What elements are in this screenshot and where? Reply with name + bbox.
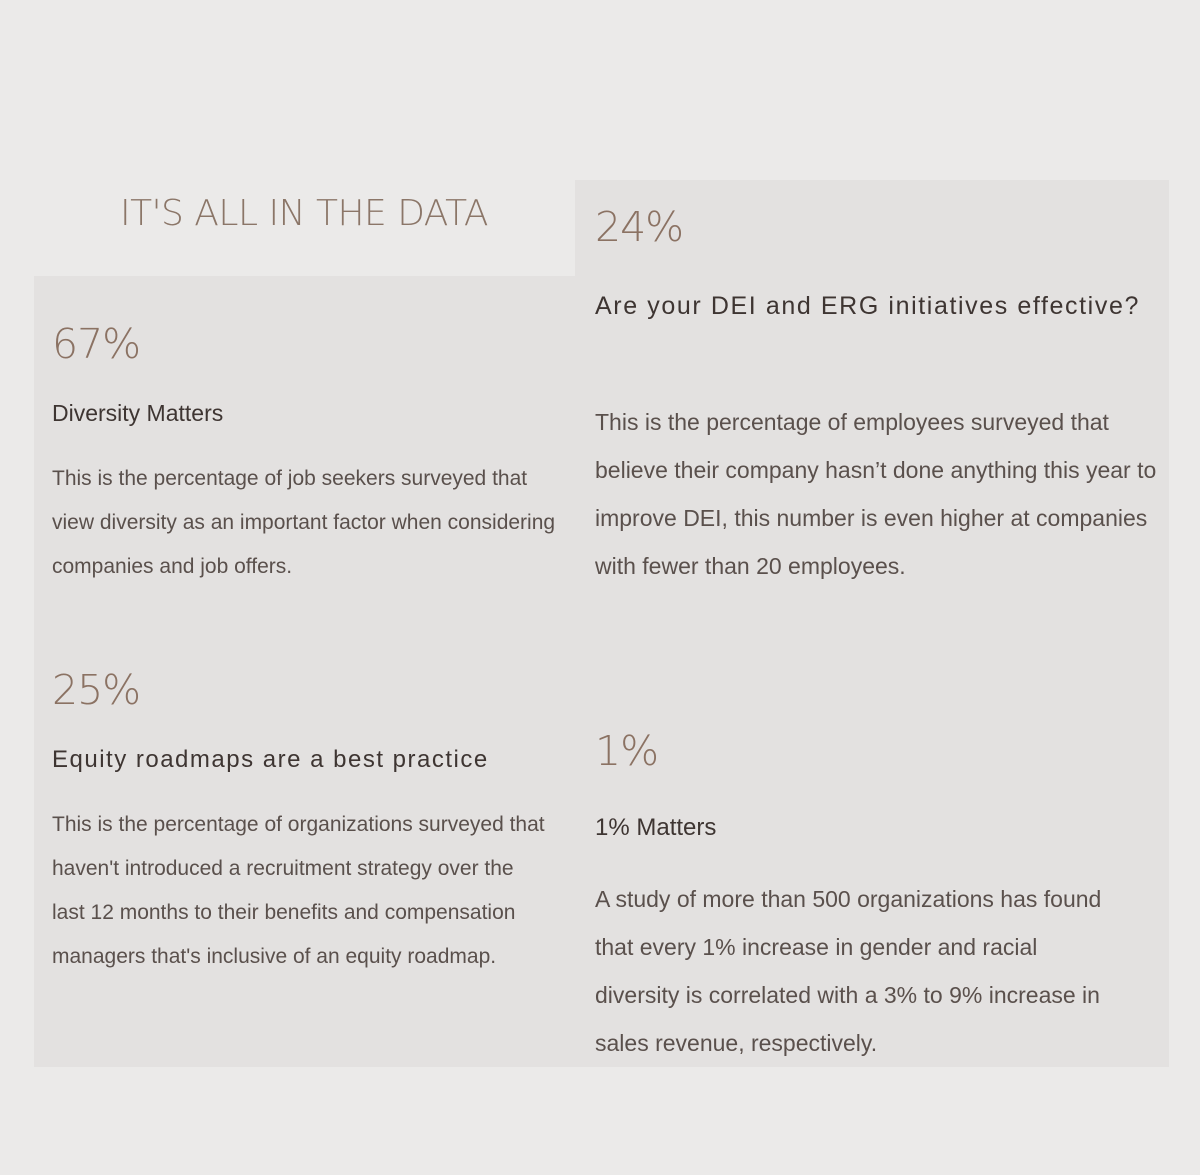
card-title-diversity-matters: Diversity Matters [52,400,224,426]
card-title-equity-roadmaps: Equity roadmaps are a best practice [52,746,489,773]
stat-24-percent: 24% [595,203,684,251]
card-body-dei-erg: This is the percentage of employees surveyed that believe their company hasn’t done anything this year to improve DEI, this number is even higher at companies with fewer than 20 employees. [595,409,1157,579]
stat-67-percent: 67% [52,320,141,368]
card-title-dei-erg: Are your DEI and ERG initiatives effective? [595,292,1140,320]
card-body-one-percent-matters: A study of more than 500 organizations has found that every 1% increase in gender and racial diversity is correlated with a 3% to 9% increase in sales revenue, respectively. [595,886,1102,1056]
section-heading: IT'S ALL IN THE DATA [120,193,488,234]
card-body-equity-roadmaps: This is the percentage of organizations surveyed that haven't introduced a recruitment strategy over the last 12 months to their benefits and compensation managers that's inclusive of an equity roadmap. [52,813,545,968]
stat-25-percent: 25% [52,666,141,714]
card-body-diversity-matters: This is the percentage of job seekers surveyed that view diversity as an important factor when considering companies and job offers. [52,467,556,578]
stat-1-percent: 1% [595,727,659,775]
card-title-one-percent-matters: 1% Matters [595,814,717,841]
